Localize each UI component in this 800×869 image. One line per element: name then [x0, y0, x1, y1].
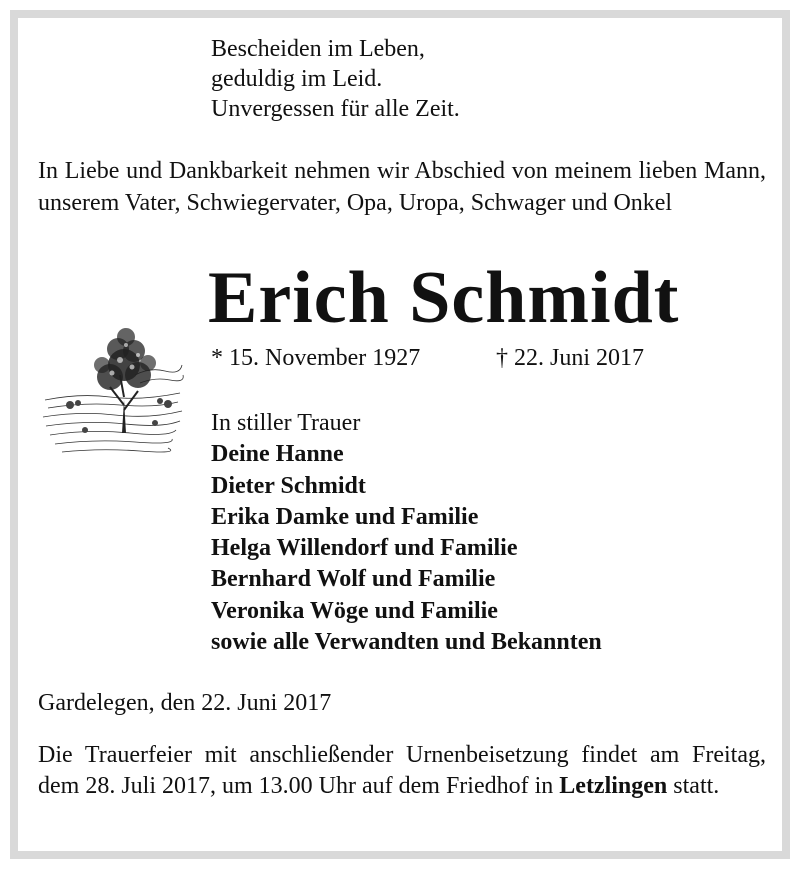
birth-date: * 15. November 1927	[211, 345, 421, 371]
mourner-line: Dieter Schmidt	[211, 472, 366, 499]
motto-line: Unvergessen für alle Zeit.	[211, 96, 460, 122]
mourner-line: Veronika Wöge und Familie	[211, 597, 498, 624]
mourner-line: Helga Willendorf und Familie	[211, 535, 518, 562]
motto-line: Bescheiden im Leben,	[211, 36, 425, 62]
deceased-name: Erich Schmidt	[208, 257, 680, 339]
mourner-line: sowie alle Verwandten und Bekannten	[211, 629, 602, 656]
service-location: Letzlingen	[559, 773, 668, 799]
mourner-line: Bernhard Wolf und Familie	[211, 566, 496, 593]
motto	[211, 34, 460, 124]
death-date: † 22. Juni 2017	[496, 345, 645, 371]
motto-line: geduldig im Leid.	[211, 66, 383, 92]
intro-text: In Liebe und Dankbarkeit nehmen wir Abschied von meinem lieben Mann, unserem Vater, Schwiegervater, Opa, Uropa, Schwager und Onkel	[38, 158, 766, 216]
mourning-intro: In stiller Trauer	[211, 410, 361, 436]
mourner-line: Deine Hanne	[211, 441, 344, 468]
mourner-line: Erika Damke und Familie	[211, 503, 479, 530]
mourners-block	[211, 408, 602, 658]
service-info	[38, 740, 766, 802]
service-text-end: statt.	[667, 773, 720, 799]
place-date: Gardelegen, den 22. Juni 2017	[38, 690, 332, 716]
service-text: Die Trauerfeier mit anschließender Urnenbeisetzung findet am Freitag, dem 28. Juli 2017, um 13.00 Uhr auf dem Friedhof in	[38, 742, 766, 799]
tree-icon	[40, 305, 185, 470]
